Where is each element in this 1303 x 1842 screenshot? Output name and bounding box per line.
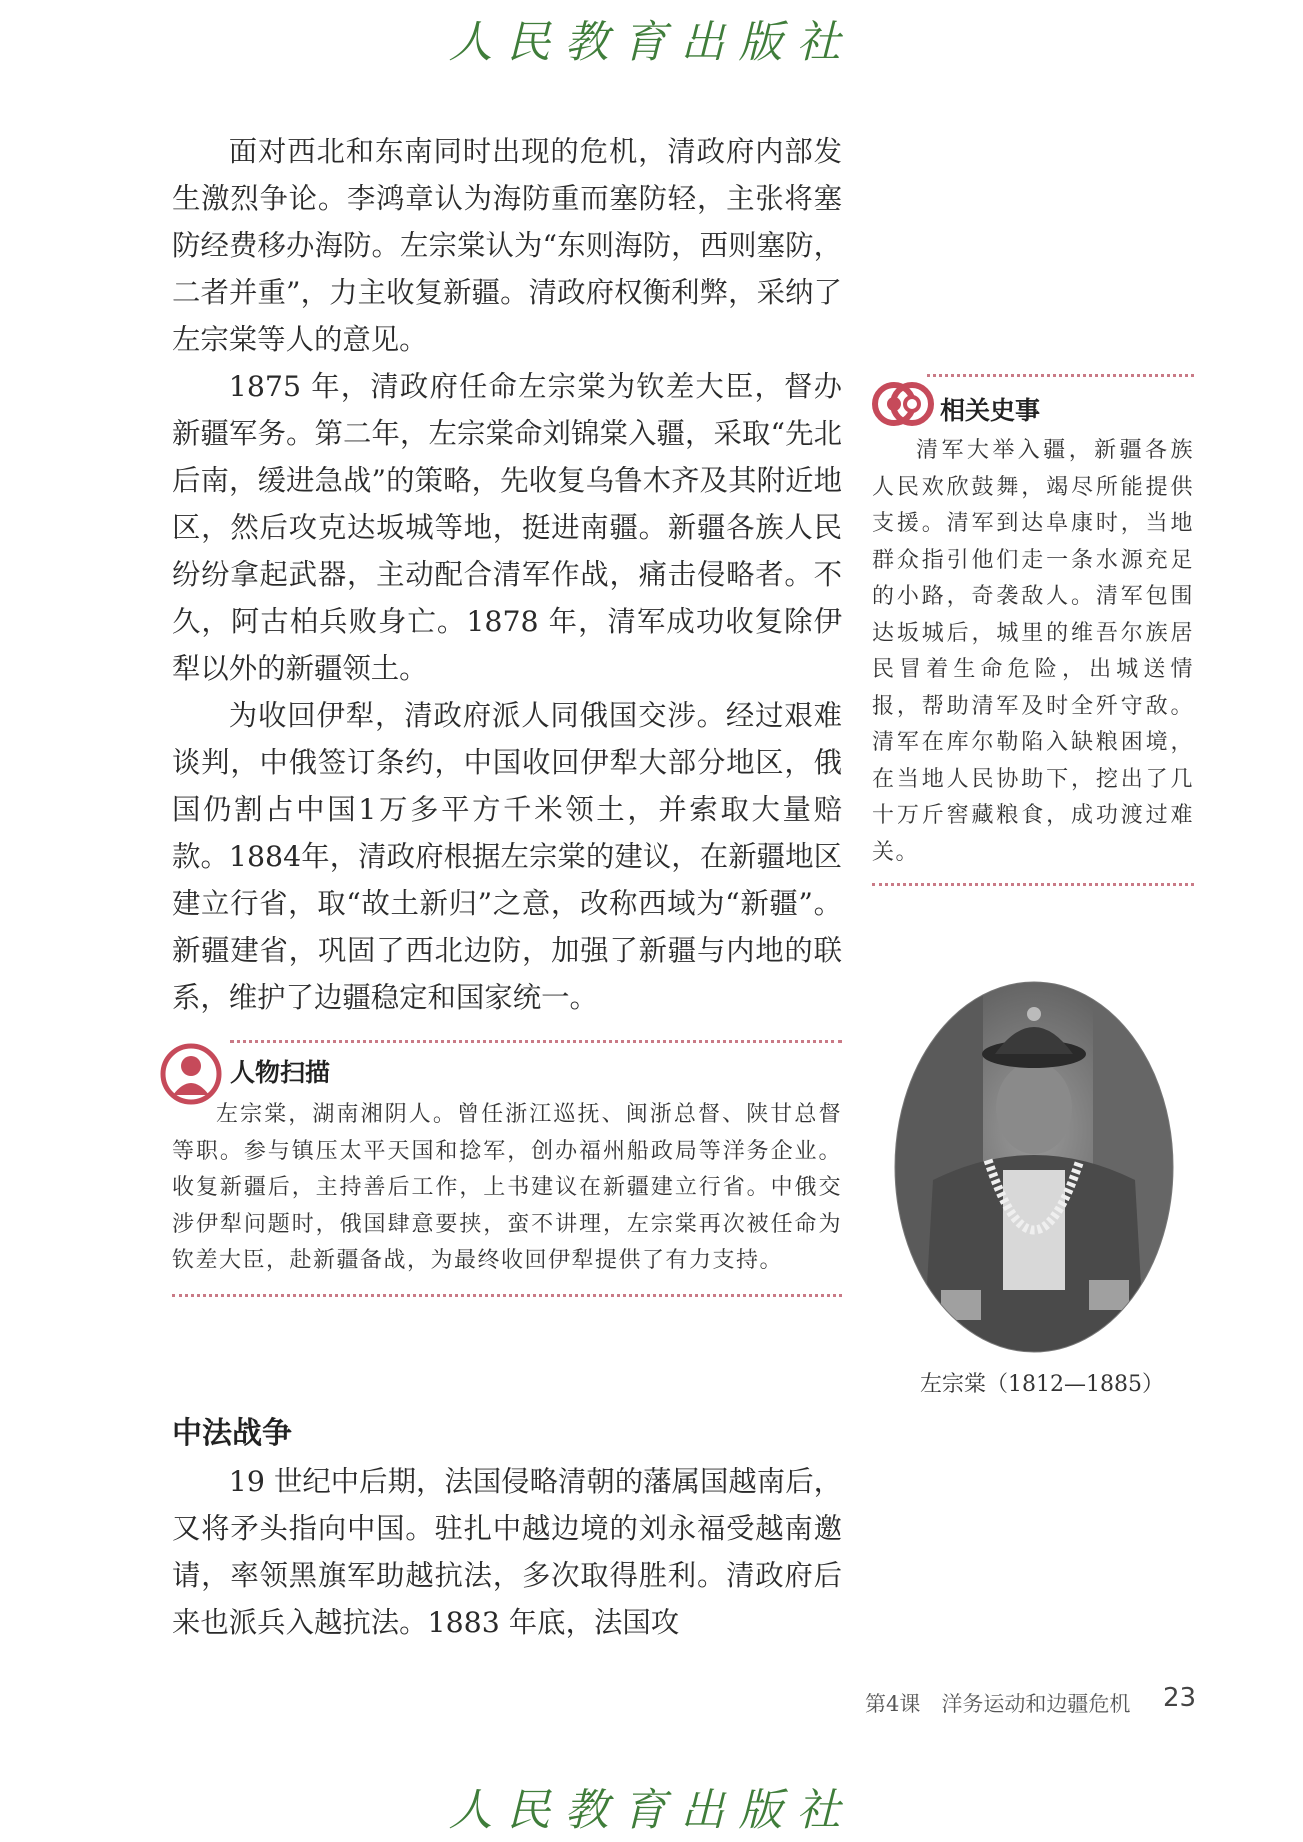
portrait-photo [893,980,1175,1355]
section-title: 中法战争 [172,1416,292,1451]
main-text-block [172,128,842,1021]
related-history-bottom-divider [872,883,1194,886]
related-history-icon [872,379,934,429]
person-icon [160,1043,222,1105]
publisher-logo-top: 人民教育出版社 [448,17,855,68]
profile-bottom-divider [172,1294,842,1297]
paragraph-3: 为收回伊犁，清政府派人同俄国交涉。经过艰难谈判，中俄签订条约，中国收回伊犁大部分地区，俄国仍割占中国1万多平方千米领土，并索取大量赔款。1884年，清政府根据左宗棠的建议，在新疆地区建立行省，取“故土新归”之意，改称西域为“新疆”。新疆建省，巩固了西北边防，加强了新疆与内地的联系，维护了边疆稳定和国家统一。 [172,699,842,1014]
lesson-footer: 第4课 洋务运动和边疆危机 [865,1692,1131,1716]
page-number: 23 [1163,1683,1197,1713]
profile-box [160,1040,842,1297]
related-history-title: 相关史事 [940,396,1041,425]
portrait-caption: 左宗棠（1812—1885） [920,1372,1164,1397]
section-text-block [172,1458,842,1646]
publisher-logo-bottom: 人民教育出版社 [448,1785,855,1836]
related-history-text: 清军大举入疆，新疆各族人民欢欣鼓舞，竭尽所能提供支援。清军到达阜康时，当地群众指引他们走一条水源充足的小路，奇袭敌人。清军包围达坂城后，城里的维吾尔族居民冒着生命危险，出城送情报，帮助清军及时全歼守敌。清军在库尔勒陷入缺粮困境，在当地人民协助下，挖出了几十万斤窖藏粮食，成功渡过难关。 [872,438,1194,865]
paragraph-1: 面对西北和东南同时出现的危机，清政府内部发生激烈争论。李鸿章认为海防重而塞防轻，主张将塞防经费移办海防。左宗棠认为“东则海防，西则塞防，二者并重”，力主收复新疆。清政府权衡利弊，采纳了左宗棠等人的意见。 [172,135,842,356]
related-history-box [872,374,1194,886]
profile-title: 人物扫描 [230,1058,331,1087]
paragraph-2: 1875 年，清政府任命左宗棠为钦差大臣，督办新疆军务。第二年，左宗棠命刘锦棠入疆，采取“先北后南，缓进急战”的策略，先收复乌鲁木齐及其附近地区，然后攻克达坂城等地，挺进南疆。新疆各族人民纷纷拿起武器，主动配合清军作战，痛击侵略者。不久，阿古柏兵败身亡。1878 年，清军成功收复除伊犁以外的新疆领土。 [172,370,842,685]
profile-text: 左宗棠，湖南湘阴人。曾任浙江巡抚、闽浙总督、陕甘总督等职。参与镇压太平天国和捻军，创办福州船政局等洋务企业。收复新疆后，主持善后工作，上书建议在新疆建立行省。中俄交涉伊犁问题时，俄国肆意要挟，蛮不讲理，左宗棠再次被任命为钦差大臣，赴新疆备战，为最终收回伊犁提供了有力支持。 [172,1102,842,1273]
section-paragraph-1: 19 世纪中后期，法国侵略清朝的藩属国越南后，又将矛头指向中国。驻扎中越边境的刘永福受越南邀请，率领黑旗军助越抗法，多次取得胜利。清政府后来也派兵入越抗法。1883 年底，法国攻 [172,1465,842,1639]
